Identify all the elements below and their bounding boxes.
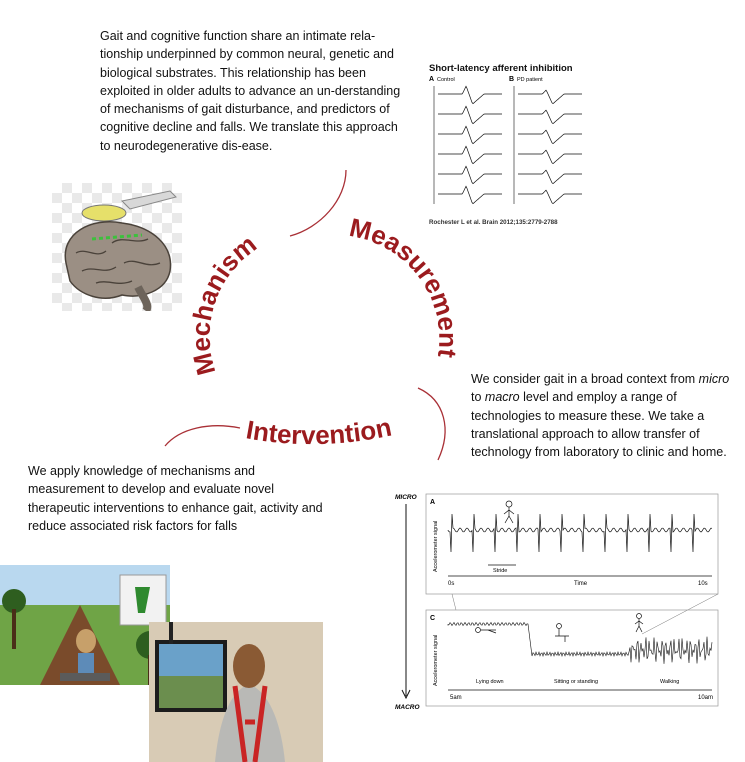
lying-label: Lying down: [476, 679, 504, 685]
walking-figure-icon-c: [635, 614, 643, 633]
gait-panel-a: A: [430, 499, 436, 506]
sai-citation: Rochester L et al. Brain 2012;135:2779-2788: [429, 219, 558, 226]
gait-ylabel-c: Accelerometer signal: [433, 634, 439, 686]
lying-figure-icon: [476, 628, 497, 634]
sai-trace: [438, 126, 502, 143]
sai-panel-a-label: Control: [437, 77, 455, 83]
intervention-paragraph: We apply knowledge of mechanisms and measurement to develop and evaluate novel therapeutic interventions to enhance gait, activity and reduce associated risk factors for falls: [28, 464, 323, 533]
clock-end: 10am: [698, 695, 714, 701]
time-label: Time: [574, 581, 588, 587]
cycle-arc-left: [165, 426, 240, 446]
sai-trace: [438, 146, 502, 163]
sai-trace: [438, 186, 502, 203]
sai-trace: [518, 150, 582, 163]
cycle-label-intervention: Intervention: [243, 411, 394, 451]
sai-trace: [518, 130, 582, 143]
sai-trace: [518, 90, 582, 103]
sai-panel-b-label: PD patient: [517, 77, 543, 83]
treadmill-harness-image: [149, 622, 323, 762]
time-start: 0s: [448, 581, 455, 587]
measurement-macro: macro: [484, 390, 520, 405]
walking-figure-icon: [504, 501, 514, 523]
measurement-text-pre: We consider gait in a broad context from: [471, 372, 699, 386]
measurement-text-to: to: [471, 390, 485, 405]
sai-traces: [434, 86, 582, 204]
sai-trace: [438, 166, 502, 183]
sai-trace: [518, 110, 582, 123]
vr-scene-image: [0, 565, 170, 685]
mechanism-paragraph: Gait and cognitive function share an intimate rela-tionship underpinned by common neural, genetic and biological substrates. This relationship has been exploited in older adults to advance an un-derstanding of mechanisms of gait disturbance, and predictors of cognitive decline and falls. We translate this approach to neurodegenerative dis-ease.: [100, 29, 401, 153]
sitting-label: Sitting or standing: [554, 679, 599, 685]
cycle-label-measurement: Measurement: [346, 212, 464, 360]
measurement-text-post: level and employ a range of technologies to measure these. We take a translational approach to allow transfer of technology from laboratory to clinic and home.: [471, 390, 727, 460]
sai-trace: [438, 86, 502, 103]
gait-panel-a-frame: [426, 494, 718, 594]
measurement-micro: micro: [698, 372, 730, 386]
sai-panel-a: A: [429, 76, 435, 83]
gait-figure: [392, 490, 722, 712]
zoom-line-right: [642, 594, 718, 634]
sai-trace: [518, 190, 582, 203]
stride-label: Stride: [493, 568, 508, 574]
gait-a-trace: [448, 514, 712, 552]
time-end: 10s: [698, 581, 708, 587]
walking-label: Walking: [660, 679, 680, 685]
clock-start: 5am: [450, 695, 462, 701]
zoom-line-left: [452, 594, 456, 610]
gait-macro-label: MACRO: [395, 704, 420, 711]
sai-panel-b: B: [509, 76, 515, 83]
gait-panel-c: C: [430, 615, 436, 622]
sitting-figure-icon: [555, 624, 569, 643]
cycle-arc-right: [418, 388, 445, 460]
gait-micro-label: MICRO: [395, 494, 417, 501]
gait-ylabel-a: Accelerometer signal: [433, 520, 439, 572]
cycle-label-mechanism: Mechanism: [185, 228, 262, 379]
cycle-arc-top: [290, 170, 346, 236]
sai-figure-svg: [424, 58, 588, 230]
sai-trace: [438, 106, 502, 123]
gait-figure-svg: [392, 490, 722, 712]
gait-c-trace: [448, 623, 712, 664]
sai-figure: [424, 58, 588, 230]
sai-title: Short-latency afferent inhibition: [429, 63, 573, 74]
brain-image: [52, 183, 182, 311]
sai-trace: [518, 170, 582, 183]
